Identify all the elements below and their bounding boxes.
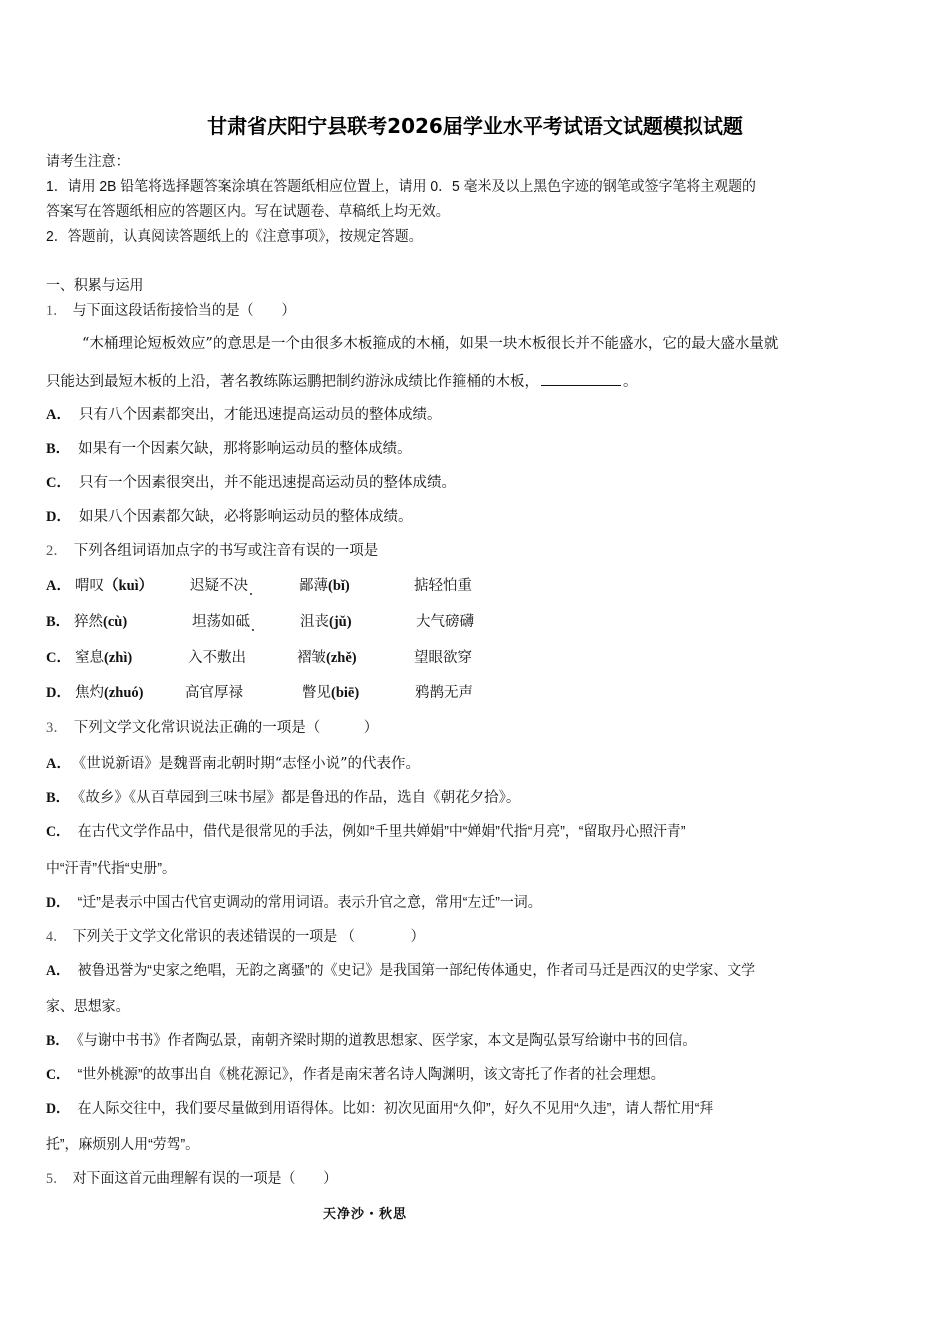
- word: 入不敷出: [188, 650, 246, 666]
- option-label: A．: [46, 963, 70, 979]
- option-label: A．: [46, 407, 71, 423]
- option-label: C．: [46, 824, 70, 840]
- question-4-option-d-cont: 托”，麻烦别人用“劳驾”。: [46, 1137, 200, 1153]
- q2-a-word-3: [299, 576, 350, 596]
- q2-b-word-3: [300, 612, 352, 632]
- word: 瞥见: [302, 685, 331, 701]
- q2-c-word-2: [188, 648, 246, 668]
- pinyin: (zhuó): [104, 685, 144, 701]
- option-label: A．: [46, 578, 71, 594]
- q2-c-word-3: [297, 648, 357, 668]
- question-4-option-b: [46, 1031, 696, 1051]
- option-text: 《世说新语》是魏晋南北朝时期“志怪小说”的代表作。: [78, 756, 421, 772]
- question-text: 与下面这段话衔接恰当的是（ ）: [72, 303, 296, 319]
- option-text: 被鲁迅誉为“史家之绝唱，无韵之离骚”的《史记》是我国第一部纪传体通史，作者司马迁是西汉的史学家、文学: [77, 963, 756, 979]
- question-number: 4．: [46, 929, 67, 945]
- question-5-stem: [46, 1169, 337, 1189]
- q2-d-word-3: [302, 683, 359, 703]
- word: 沮丧: [300, 614, 329, 630]
- passage-end: 。: [623, 374, 638, 390]
- section-heading: 一、积累与运用: [46, 278, 144, 294]
- pinyin: (cù): [103, 614, 128, 630]
- question-1-option-b: [46, 439, 412, 459]
- document-title: 甘肃省庆阳宁县联考2026届学业水平考试语文试题模拟试题: [207, 114, 743, 138]
- option-text: 《与谢中书书》作者陶弘景，南朝齐梁时期的道教思想家、医学家，本文是陶弘景写给谢中书的回信。: [76, 1033, 697, 1049]
- word: 掂轻怕重: [414, 578, 472, 594]
- q2-a-word-1: [75, 576, 153, 596]
- pinyin: (zhě): [326, 650, 357, 666]
- option-label: D．: [46, 685, 71, 701]
- q2-d-word-1: [75, 683, 143, 703]
- option-text: 在人际交往中，我们要尽量做到用语得体。比如：初次见面用“久仰”，好久不见用“久违”，请人帮忙用“拜: [77, 1101, 714, 1117]
- question-1-passage-line-1: “木桶理论短板效应”的意思是一个由很多木板箍成的木桶，如果一块木板很长并不能盛水，它的最大盛水量就: [82, 336, 779, 352]
- option-text: 只有一个因素很突出，并不能迅速提高运动员的整体成绩。: [78, 475, 456, 491]
- word: 望眼欲穿: [414, 650, 472, 666]
- word: 迟疑不决: [190, 578, 248, 594]
- question-4-option-a-cont: 家、思想家。: [46, 999, 130, 1015]
- pinyin: (bǐ): [328, 578, 350, 594]
- option-label: C．: [46, 650, 71, 666]
- word: 猝然: [74, 614, 103, 630]
- option-label: D．: [46, 895, 70, 911]
- question-4-stem: [46, 927, 425, 947]
- question-text: 对下面这首元曲理解有误的一项是（ ）: [72, 1171, 338, 1187]
- option-label: B．: [46, 1033, 70, 1049]
- notice-item-2: 2．答题前，认真阅读答题纸上的《注意事项》，按规定答题。: [46, 229, 423, 245]
- word: 褶皱: [297, 650, 326, 666]
- question-number: 2．: [46, 543, 68, 559]
- q2-b-word-2: [192, 612, 250, 632]
- question-3-option-b: [46, 788, 520, 808]
- option-text: 如果有一个因素欠缺，那将影响运动员的整体成绩。: [78, 441, 412, 457]
- question-text: 下列各组词语加点字的书写或注音有误的一项是: [73, 543, 379, 559]
- word: 喟叹: [75, 578, 104, 594]
- q2-d-word-4: [415, 683, 473, 703]
- question-text: 下列文学文化常识说法正确的一项是（ ）: [73, 720, 379, 736]
- question-3-option-c-cont: 中“汗青”代指“史册”。: [46, 861, 176, 877]
- question-3-stem: [46, 718, 378, 738]
- option-text: 只有八个因素都突出，才能迅速提高运动员的整体成绩。: [78, 407, 442, 423]
- question-3-option-c: [46, 822, 685, 842]
- question-1-passage-line-2: [46, 371, 638, 392]
- question-3-option-a: [46, 754, 420, 774]
- q2-b-word-4: [416, 612, 474, 632]
- question-3-option-d: [46, 893, 542, 913]
- question-number: 5．: [46, 1171, 67, 1187]
- word: 鄙薄: [299, 578, 328, 594]
- option-text: 在古代文学作品中，借代是很常见的手法，例如“千里共婵娟”中“婵娟”代指“月亮”，“留取丹心照汗青”: [77, 824, 686, 840]
- q2-d-word-2: [185, 683, 243, 703]
- question-1-option-a: [46, 405, 441, 425]
- word: 坦荡如砥: [192, 614, 250, 630]
- question-1-option-c: [46, 473, 456, 493]
- question-number: 1．: [46, 303, 67, 319]
- option-label: D．: [46, 509, 71, 525]
- question-1-stem: [46, 301, 295, 321]
- answer-blank: [541, 371, 621, 386]
- question-4-option-a: [46, 961, 755, 981]
- poem-title: 天净沙・秋思: [322, 1207, 407, 1222]
- option-label: C．: [46, 475, 71, 491]
- word: 焦灼: [75, 685, 104, 701]
- option-label: A．: [46, 756, 71, 772]
- notice-item-1: 1．请用 2B 铅笔将选择题答案涂填在答题纸相应位置上，请用 0．5 毫米及以上黑色字迹的钢笔或签字笔将主观题的: [46, 179, 756, 195]
- option-text: 《故乡》《从百草园到三味书屋》都是鲁迅的作品，选自《朝花夕拾》。: [78, 790, 521, 806]
- option-label: B．: [46, 614, 71, 630]
- question-1-option-d: [46, 507, 412, 527]
- notice-item-1-cont: 答案写在答题纸相应的答题区内。写在试题卷、草稿纸上均无效。: [46, 204, 450, 220]
- passage-text: 只能达到最短木板的上沿，著名教练陈运鹏把制约游泳成绩比作箍桶的木板，: [46, 374, 539, 390]
- word: 窒息: [75, 650, 104, 666]
- pinyin: （kuì）: [104, 578, 154, 594]
- option-text: 如果八个因素都欠缺，必将影响运动员的整体成绩。: [78, 509, 413, 525]
- question-4-option-d: [46, 1099, 713, 1119]
- q2-b-word-1: [74, 612, 127, 632]
- word: 鸦鹊无声: [415, 685, 473, 701]
- question-text: 下列关于文学文化常识的表述错误的一项是 （ ）: [72, 929, 425, 945]
- q2-a-word-4: [414, 576, 472, 596]
- word: 高官厚禄: [185, 685, 243, 701]
- q2-c-word-4: [414, 648, 472, 668]
- question-4-option-c: [46, 1065, 665, 1085]
- word: 大气磅礴: [416, 614, 474, 630]
- option-text: “世外桃源”的故事出自《桃花源记》，作者是南宋著名诗人陶渊明，该文寄托了作者的社会理想。: [77, 1067, 665, 1083]
- question-number: 3．: [46, 720, 68, 736]
- option-text: “迁”是表示中国古代官吏调动的常用词语。表示升官之意，常用“左迁”一词。: [77, 895, 542, 911]
- pinyin: (jǔ): [329, 614, 352, 630]
- option-label: D．: [46, 1101, 70, 1117]
- question-2-stem: [46, 541, 378, 561]
- pinyin: (zhì): [104, 650, 133, 666]
- notice-heading: 请考生注意：: [46, 154, 130, 170]
- pinyin: (biē): [331, 685, 360, 701]
- option-label: B．: [46, 441, 71, 457]
- q2-a-word-2: [190, 576, 248, 596]
- q2-c-word-1: [75, 648, 132, 668]
- option-label: C．: [46, 1067, 70, 1083]
- option-label: B．: [46, 790, 71, 806]
